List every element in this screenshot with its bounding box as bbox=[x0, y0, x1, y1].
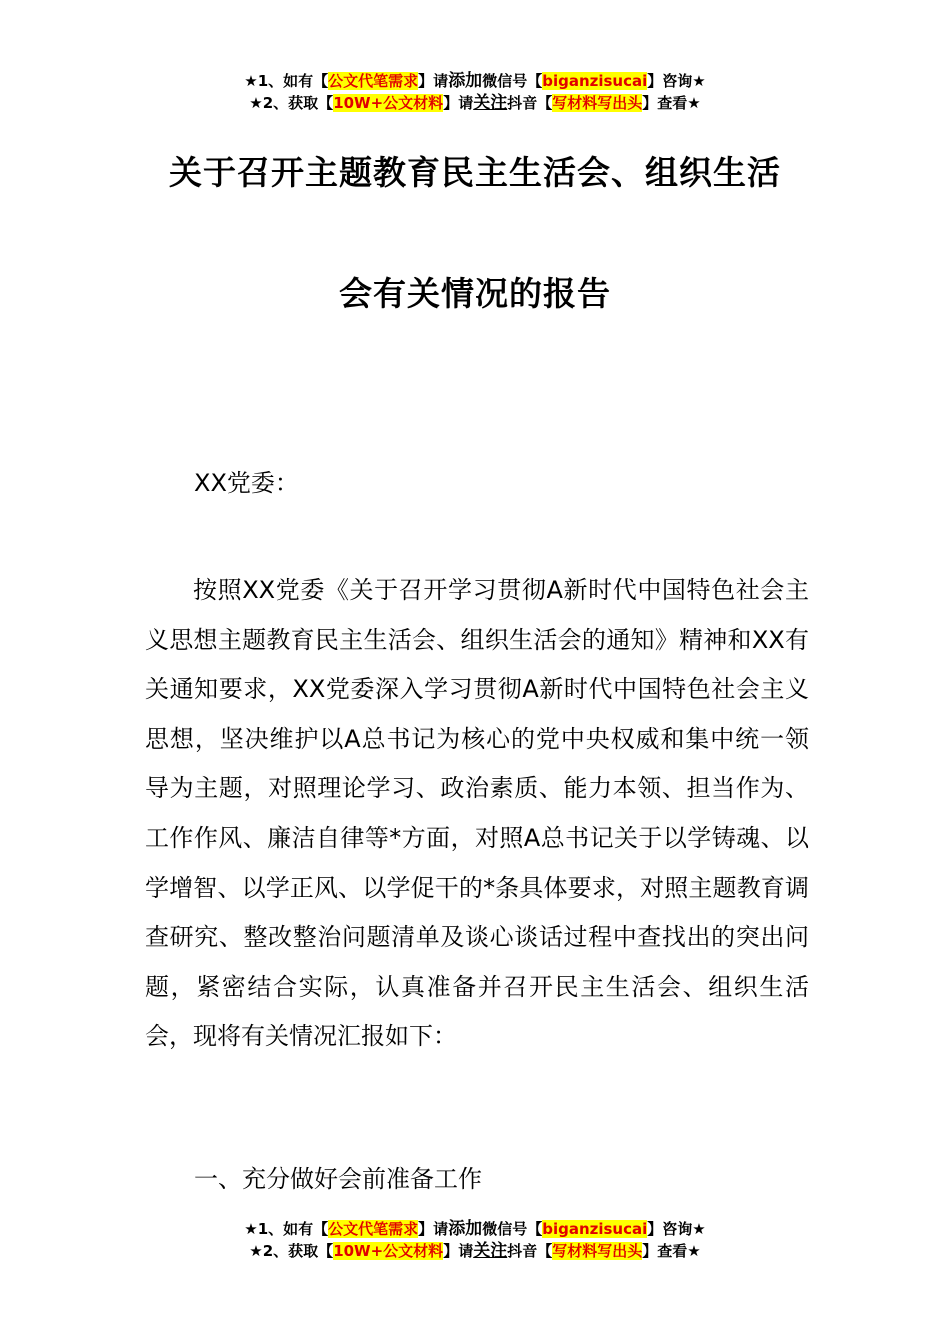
banner-text: 】查看★ bbox=[642, 1242, 701, 1260]
banner-text: 抖音【 bbox=[507, 94, 553, 112]
banner-highlight: 10W+公文材料 bbox=[333, 1242, 444, 1260]
body-paragraph: 按照XX党委《关于召开学习贯彻A新时代中国特色社会主义思想主题教育民主生活会、组织生活会的通知》精神和XX有关通知要求，XX党委深入学习贯彻A新时代中国特色社会主义思想，坚决维护以A总书记为核心的党中央权威和集中统一领导为主题，对照理论学习、政治素质、能力本领、担当作为、工作作风、廉洁自律等*方面，对照A总书记关于以学铸魂、以学增智、以学正风、以学促干的*条具体要求，对照主题教育调查研究、整改整治问题清单及谈心谈话过程中查找出的突出问题，紧密结合实际，认真准备并召开民主生活会、组织生活会，现将有关情况汇报如下： bbox=[145, 576, 809, 1051]
banner-highlight: 写材料写出头 bbox=[552, 94, 643, 112]
banner-line-2 bbox=[0, 1240, 950, 1262]
document-title-line-1: 关于召开主题教育民主生活会、组织生活 bbox=[169, 153, 781, 192]
salutation: XX党委： bbox=[194, 469, 299, 497]
banner-text: 微信号【 bbox=[482, 1220, 543, 1238]
banner-text: ★1、如有【 bbox=[244, 1220, 329, 1238]
banner-line-2 bbox=[0, 92, 950, 114]
banner-text: 】请 bbox=[418, 1220, 449, 1238]
banner-text: 】咨询★ bbox=[647, 1220, 706, 1238]
banner-highlight: 公文代笔需求 bbox=[328, 72, 419, 90]
promo-banner-bottom bbox=[0, 1218, 950, 1262]
banner-text: 】咨询★ bbox=[647, 72, 706, 90]
banner-text: ★2、获取【 bbox=[249, 1242, 334, 1260]
banner-highlight: 10W+公文材料 bbox=[333, 94, 444, 112]
banner-emphasis: 关注 bbox=[473, 93, 508, 113]
banner-emphasis: 添加 bbox=[448, 1219, 483, 1239]
banner-line-1 bbox=[0, 70, 950, 92]
banner-text: 】请 bbox=[443, 1242, 474, 1260]
banner-text: 】请 bbox=[418, 72, 449, 90]
banner-highlight: 写材料写出头 bbox=[552, 1242, 643, 1260]
banner-text: 】请 bbox=[443, 94, 474, 112]
banner-text: ★1、如有【 bbox=[244, 72, 329, 90]
banner-text: ★2、获取【 bbox=[249, 94, 334, 112]
banner-emphasis: 添加 bbox=[448, 71, 483, 91]
banner-text: 抖音【 bbox=[507, 1242, 553, 1260]
banner-emphasis: 关注 bbox=[473, 1241, 508, 1261]
promo-banner-top bbox=[0, 70, 950, 114]
banner-text: 微信号【 bbox=[482, 72, 543, 90]
banner-highlight: biganzisucai bbox=[542, 1220, 648, 1238]
banner-line-1 bbox=[0, 1218, 950, 1240]
document-title-line-2: 会有关情况的报告 bbox=[339, 274, 611, 313]
banner-highlight: biganzisucai bbox=[542, 72, 648, 90]
banner-highlight: 公文代笔需求 bbox=[328, 1220, 419, 1238]
banner-text: 】查看★ bbox=[642, 94, 701, 112]
section-heading-1: 一、充分做好会前准备工作 bbox=[194, 1165, 482, 1193]
